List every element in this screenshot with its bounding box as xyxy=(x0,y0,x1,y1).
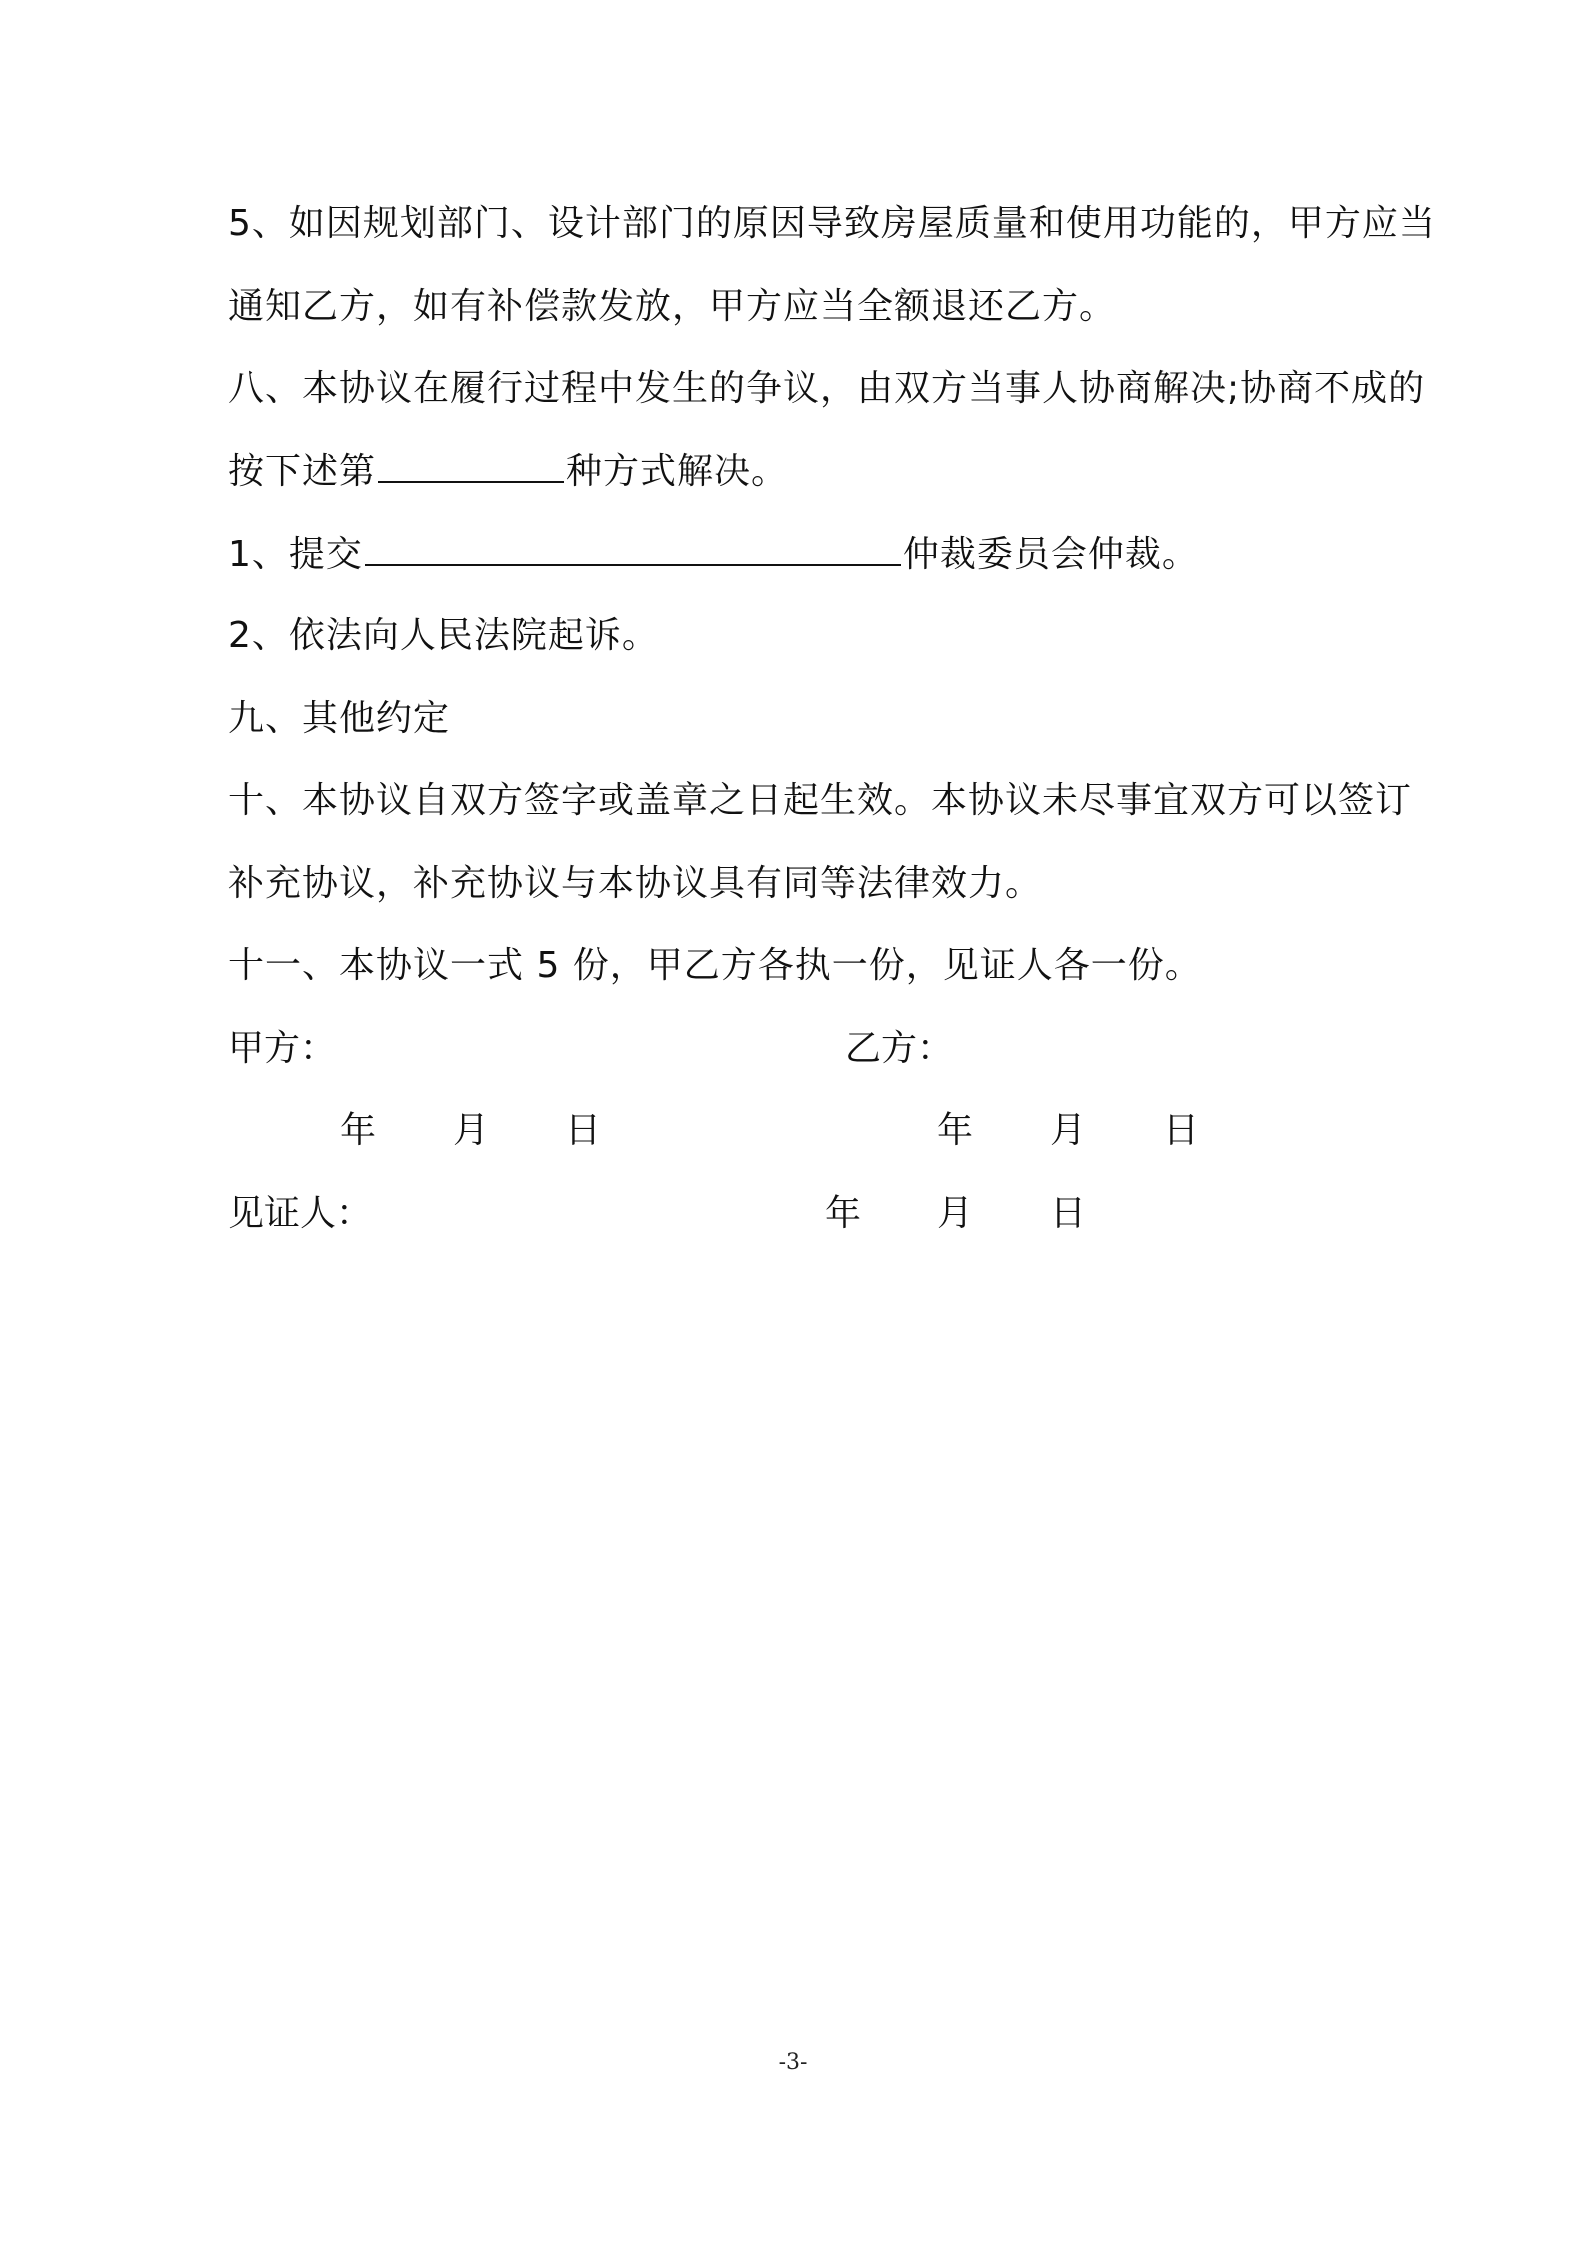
option-1-prefix: 1、提交 xyxy=(228,534,363,575)
party-b-month: 月 xyxy=(1050,1110,1087,1151)
party-b-day: 日 xyxy=(1163,1110,1200,1151)
party-b-label: 乙方： xyxy=(845,1028,954,1069)
clause-11-line: 十一、本协议一式 5 份，甲乙方各执一份，见证人各一份。 xyxy=(228,945,1202,986)
party-a-month: 月 xyxy=(453,1110,490,1151)
page-number: -3- xyxy=(778,2050,808,2075)
party-b-year: 年 xyxy=(937,1110,974,1151)
witness-label: 见证人： xyxy=(228,1193,373,1234)
option-2-line: 2、依法向人民法院起诉。 xyxy=(228,615,659,656)
clause-10-line-2: 补充协议，补充协议与本协议具有同等法律效力。 xyxy=(228,863,1043,904)
option-1-suffix: 仲裁委员会仲裁。 xyxy=(902,534,1199,575)
clause-8-line-1: 八、本协议在履行过程中发生的争议，由双方当事人协商解决;协商不成的 xyxy=(228,368,1426,409)
clause-8-line-2 xyxy=(228,445,788,497)
clause-8-prefix: 按下述第 xyxy=(228,451,377,492)
party-a-label: 甲方： xyxy=(228,1028,337,1069)
option-1-line xyxy=(228,528,1199,580)
method-number-blank[interactable] xyxy=(378,445,564,483)
clause-5-line-2: 通知乙方，如有补偿款发放，甲方应当全额退还乙方。 xyxy=(228,286,1117,327)
party-a-year: 年 xyxy=(340,1110,377,1151)
witness-day: 日 xyxy=(1050,1193,1087,1234)
arbitration-committee-blank[interactable] xyxy=(365,528,901,566)
clause-9-heading: 九、其他约定 xyxy=(228,698,451,739)
witness-year: 年 xyxy=(825,1193,862,1234)
clause-8-suffix: 种方式解决。 xyxy=(566,451,789,492)
party-a-day: 日 xyxy=(565,1110,602,1151)
clause-5-line-1: 5、如因规划部门、设计部门的原因导致房屋质量和使用功能的，甲方应当 xyxy=(228,203,1436,244)
clause-10-line-1: 十、本协议自双方签字或盖章之日起生效。本协议未尽事宜双方可以签订 xyxy=(228,780,1413,821)
witness-month: 月 xyxy=(937,1193,974,1234)
